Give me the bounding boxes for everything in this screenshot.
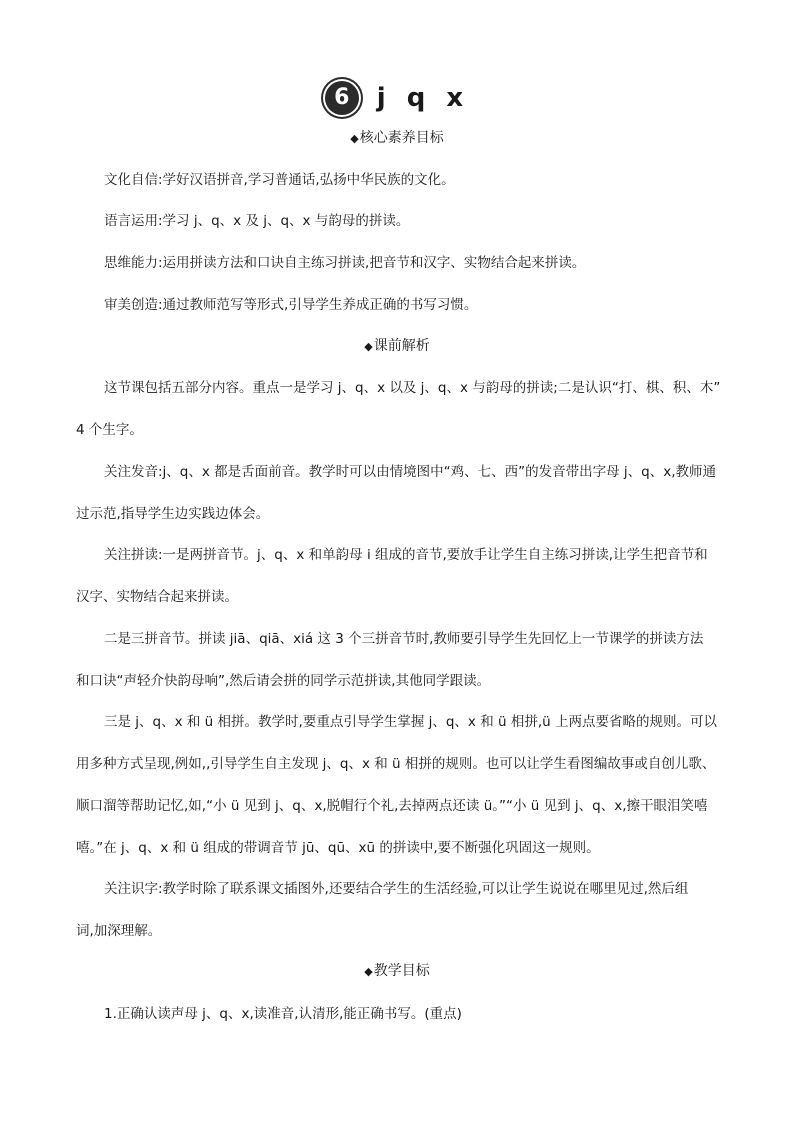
- lesson-title: j q x: [376, 83, 470, 113]
- analysis-line: 嘻。”在 j、q、x 和 ü 组成的带调音节 jū、qū、xū 的拼读中,要不断强化巩固这一规则。: [76, 840, 600, 856]
- analysis-line: 顺口溜等帮助记忆,如,“小 ü 见到 j、q、x,脱帽行个礼,去掉两点还读 ü。”“小 ü 见到 j、q、x,擦干眼泪笑嘻: [76, 798, 708, 814]
- analysis-line: 汉字、实物结合起来拼读。: [76, 589, 238, 605]
- analysis-line: 这节课包括五部分内容。重点一是学习 j、q、x 以及 j、q、x 与韵母的拼读;二是认识“打、棋、积、木”: [104, 380, 721, 396]
- analysis-line: 三是 j、q、x 和 ü 相拼。教学时,要重点引导学生掌握 j、q、x 和 ü 相拼,ü 上两点要省略的规则。可以: [104, 714, 717, 730]
- lesson-number-badge: [325, 81, 359, 115]
- diamond-bullet-icon: ◆: [364, 340, 373, 353]
- analysis-line: 过示范,指导学生边实践边体会。: [76, 506, 270, 522]
- analysis-line: 关注拼读:一是两拼音节。j、q、x 和单韵母 i 组成的音节,要放手让学生自主练习拼读,让学生把音节和: [104, 547, 708, 563]
- teaching-goal-item: 1.正确认读声母 j、q、x,读准音,认清形,能正确书写。(重点): [104, 1006, 462, 1022]
- analysis-line: 4 个生字。: [76, 422, 143, 438]
- diamond-bullet-icon: ◆: [364, 965, 373, 978]
- core-goal-language: 语言运用:学习 j、q、x 及 j、q、x 与韵母的拼读。: [104, 213, 410, 229]
- core-goal-aesthetic: 审美创造:通过教师范写等形式,引导学生养成正确的书写习惯。: [104, 297, 478, 313]
- analysis-line: 和口诀“声轻介快韵母响”,然后请会拼的同学示范拼读,其他同学跟读。: [76, 673, 491, 689]
- lesson-number: 6: [334, 85, 350, 110]
- analysis-line: 关注发音:j、q、x 都是舌面前音。教学时可以由情境图中“鸡、七、西”的发音带出字母 j、q、x,教师通: [104, 464, 717, 480]
- section-heading-pre-class: ◆课前解析: [364, 338, 430, 354]
- analysis-line: 关注识字:教学时除了联系课文插图外,还要结合学生的生活经验,可以让学生说说在哪里见过,然后组: [104, 881, 689, 897]
- lesson-header: [0, 78, 794, 118]
- core-goal-culture: 文化自信:学好汉语拼音,学习普通话,弘扬中华民族的文化。: [104, 172, 455, 188]
- analysis-line: 用多种方式呈现,例如,,引导学生自主发现 j、q、x 和 ü 相拼的规则。也可以让学生看图编故事或自创儿歌、: [76, 756, 716, 772]
- analysis-line: 二是三拼音节。拼读 jiā、qiā、xiá 这 3 个三拼音节时,教师要引导学生先回忆上一节课学的拼读方法: [104, 631, 704, 647]
- section-heading-core-goals: ◆核心素养目标: [350, 130, 444, 146]
- analysis-line: 词,加深理解。: [76, 923, 162, 939]
- section-heading-teaching-goals: ◆教学目标: [364, 963, 430, 979]
- diamond-bullet-icon: ◆: [350, 132, 359, 145]
- core-goal-thinking: 思维能力:运用拼读方法和口诀自主练习拼读,把音节和汉字、实物结合起来拼读。: [104, 255, 586, 271]
